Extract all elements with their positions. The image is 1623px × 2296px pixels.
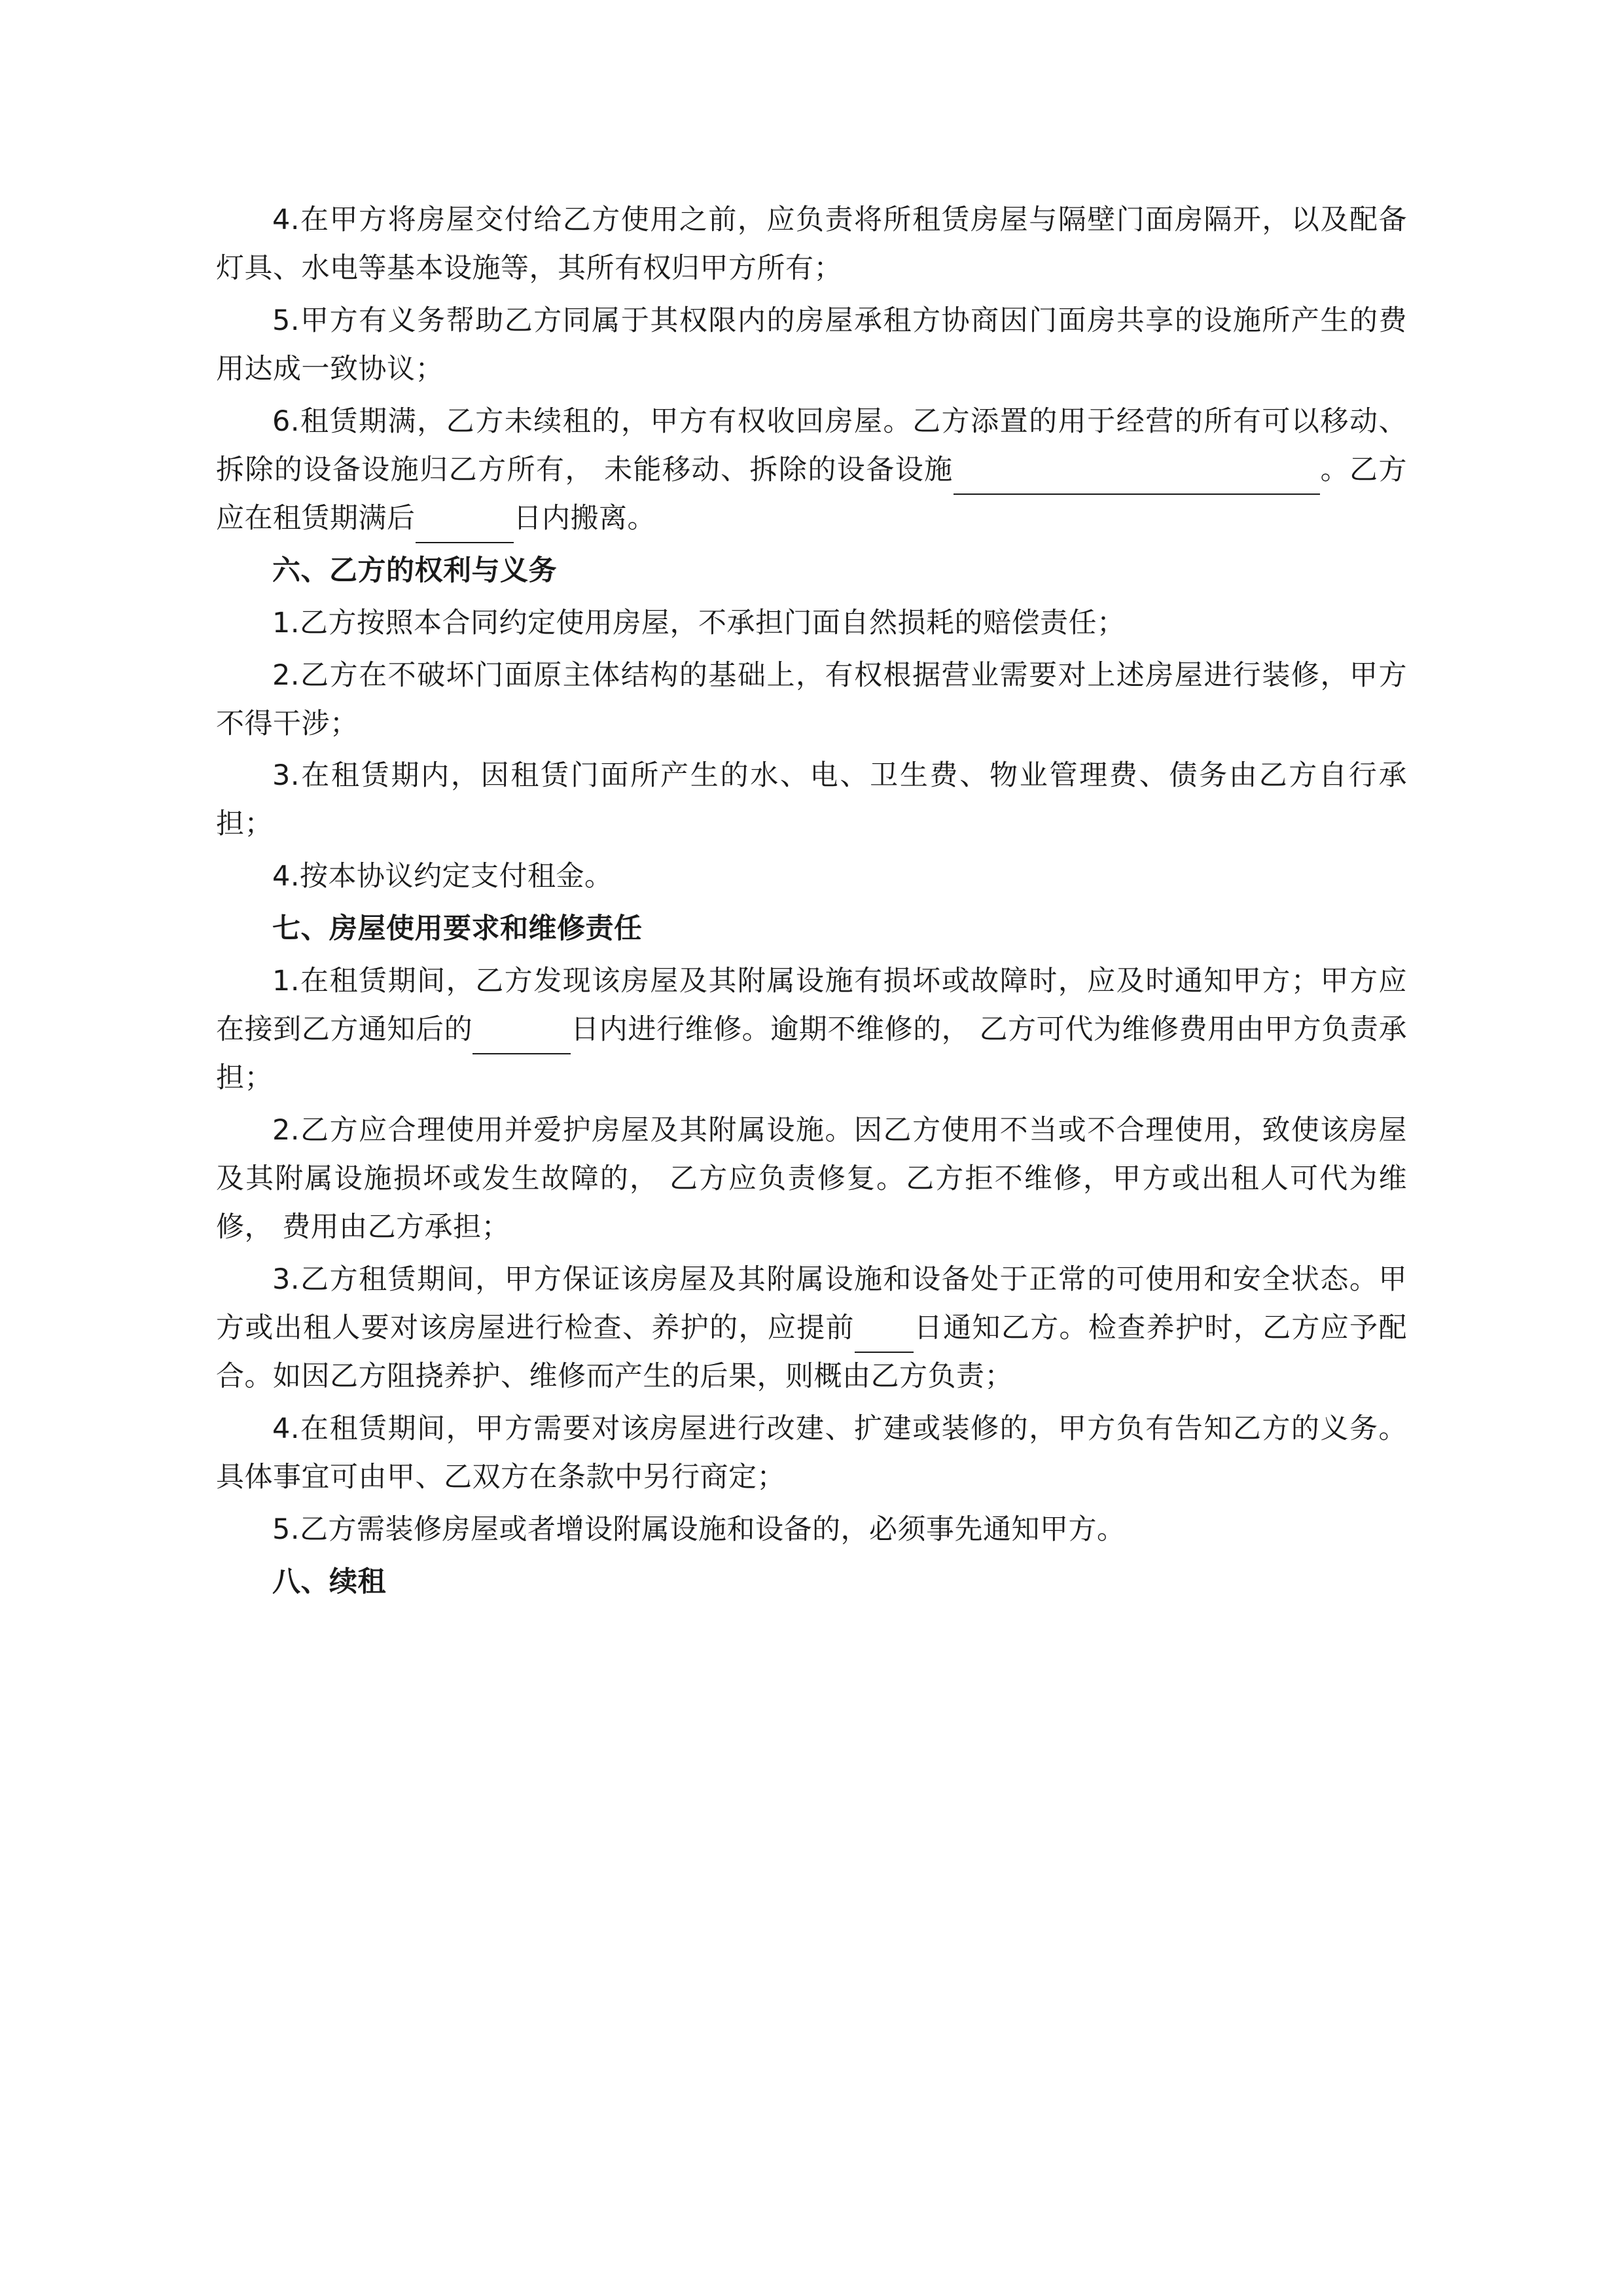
clause-6-3: 3.在租赁期内，因租赁门面所产生的水、电、卫生费、物业管理费、债务由乙方自行承担； (216, 759, 1407, 841)
clause-5-6-part1-blank-3[interactable] (416, 511, 514, 543)
clause-7-1-text-2: 日内进行维修。逾期不维修的， 乙方可代为维修费用由甲方负责承担； (216, 1013, 1407, 1095)
document-body (216, 196, 1407, 1607)
clause-5-6-part1-text-2: 。乙方应在租赁期满后 (216, 453, 1408, 535)
clause-7-5: 5.乙方需装修房屋或者增设附属设施和设备的，必须事先通知甲方。 (272, 1513, 1126, 1546)
clause-5-5: 5.甲方有义务帮助乙方同属于其权限内的房屋承租方协商因门面房共享的设施所产生的费用达成一致协议； (216, 304, 1407, 386)
clause-5-6-part1 (216, 398, 1407, 543)
section-six-title: 六、乙方的权利与义务 (272, 554, 557, 587)
clause-5-6-part1-text-4: 日内搬离。 (513, 501, 656, 535)
clause-7-3 (216, 1256, 1407, 1401)
clause-5-6-part1-text-0: 6.租赁期满，乙方未续租的，甲方有权收回房屋。乙方添置的用于经营的所有可以移动、拆除的设备设施归乙方所有， 未能移动、拆除的设备设施 (216, 404, 1407, 486)
clause-7-3-text-2: 日通知乙方。检查养护时，乙方应予配合。如因乙方阻挠养护、维修而产生的后果，则概由乙方负责； (216, 1311, 1408, 1393)
clause-7-4: 4.在租赁期间，甲方需要对该房屋进行改建、扩建或装修的，甲方负有告知乙方的义务。具体事宜可由甲、乙双方在条款中另行商定； (216, 1412, 1407, 1494)
clause-7-2: 2.乙方应合理使用并爱护房屋及其附属设施。因乙方使用不当或不合理使用，致使该房屋及其附属设施损坏或发生故障的， 乙方应负责修复。乙方拒不维修，甲方或出租人可代为维修， 费用由乙方承担； (216, 1114, 1407, 1244)
clause-5-4: 4.在甲方将房屋交付给乙方使用之前，应负责将所租赁房屋与隔壁门面房隔开，以及配备灯具、水电等基本设施等，其所有权归甲方所有； (216, 204, 1407, 285)
clause-6-2: 2.乙方在不破坏门面原主体结构的基础上，有权根据营业需要对上述房屋进行装修，甲方不得干涉； (216, 658, 1407, 740)
clause-6-1: 1.乙方按照本合同约定使用房屋，不承担门面自然损耗的赔偿责任； (272, 606, 1126, 639)
clause-6-4: 4.按本协议约定支付租金。 (272, 860, 613, 893)
clause-7-1-blank-1[interactable] (473, 1022, 571, 1054)
clause-7-1-text-0: 1.在租赁期间，乙方发现该房屋及其附属设施有损坏或故障时，应及时通知甲方；甲方应在接到乙方通知后的 (216, 965, 1407, 1047)
clause-7-1 (216, 958, 1407, 1103)
section-seven-title: 七、房屋使用要求和维修责任 (272, 912, 643, 946)
clause-7-3-text-0: 3.乙方租赁期间，甲方保证该房屋及其附属设施和设备处于正常的可使用和安全状态。甲方或出租人要对该房屋进行检查、养护的，应提前 (216, 1263, 1407, 1344)
clause-7-3-blank-1[interactable] (855, 1321, 914, 1353)
clause-5-6-part1-blank-1[interactable] (954, 462, 1320, 494)
section-eight-title: 八、续租 (272, 1565, 386, 1598)
